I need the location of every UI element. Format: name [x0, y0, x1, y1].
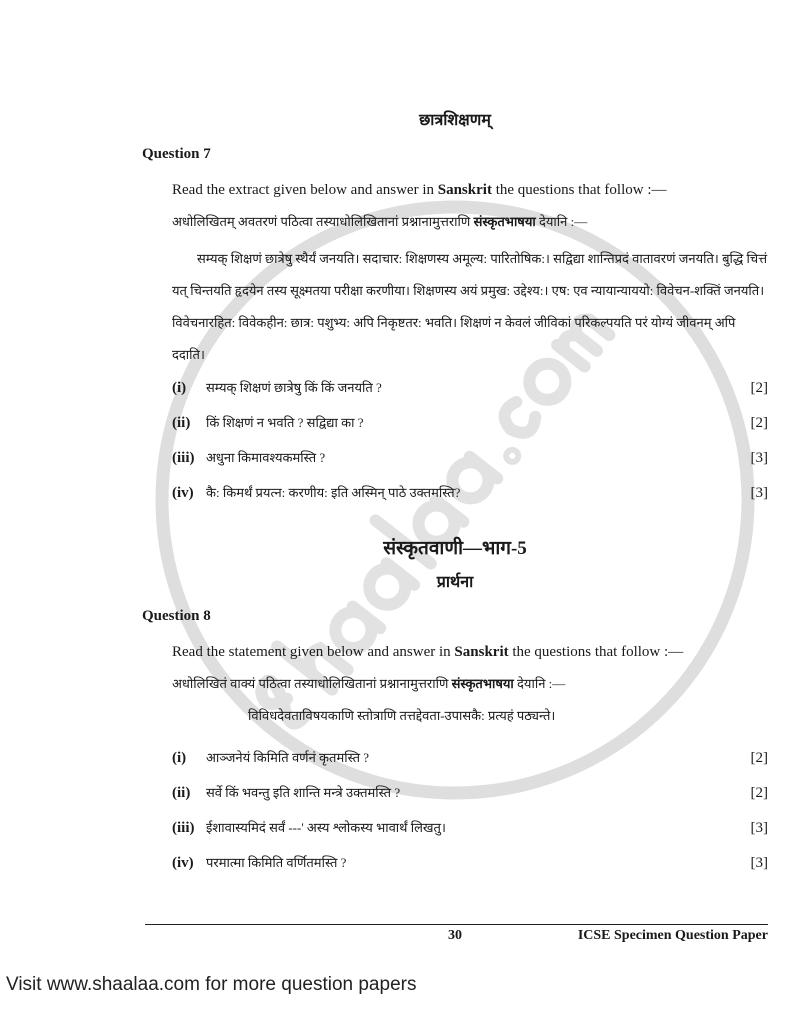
section-title: छात्रशिक्षणम् — [419, 112, 491, 129]
page-footer — [145, 924, 768, 950]
question-number: (ii) — [172, 415, 191, 431]
q7-marks: [3] — [750, 450, 768, 466]
question-text: अधुना किमावश्यकमस्ति ? — [206, 450, 326, 465]
instruction-text: देयानि :— — [535, 214, 588, 229]
paper-title: ICSE Specimen Question Paper — [577, 928, 768, 943]
q8-marks: [2] — [750, 750, 768, 766]
instruction-text: Read the extract given below and answer in — [172, 182, 438, 198]
visit-banner: Visit www.shaalaa.com for more question papers — [6, 974, 417, 995]
q7-question — [172, 447, 768, 469]
question-text: सर्वे किं भवन्तु इति शान्ति मन्त्रे उक्तमस्ति ? — [206, 785, 401, 800]
question-text: सम्यक् शिक्षणं छात्रेषु किं किं जनयति ? — [206, 380, 382, 395]
q7-passage — [172, 243, 768, 371]
q7-question — [172, 412, 768, 434]
q8-question — [172, 852, 768, 874]
instruction-text: the questions that follow :— — [508, 644, 684, 660]
q7-marks: [2] — [750, 415, 768, 431]
q7-instruction-en — [172, 179, 768, 201]
q8-instruction-en — [172, 641, 768, 663]
q7-passage-line: उद्देश्य:। एष: एव न्यायान्याययो: विवेचन-शक्तिं जनयति। विवेचनारहित: विवेकहीन: छात्र: पशुभ्य: अपि — [172, 283, 765, 330]
instruction-emphasis: संस्कृतभाषया — [451, 676, 514, 691]
question-text: आञ्जनेयं किमिति वर्णनं कृतमस्ति ? — [206, 750, 370, 765]
instruction-text: अधोलिखितम् अवतरणं पठित्वा तस्याधोलिखितानां प्रश्नानामुत्तराणि — [172, 214, 474, 229]
q8-question — [172, 782, 768, 804]
q7-instruction-sa — [172, 211, 768, 233]
q8-instruction-sa — [172, 673, 768, 695]
instruction-text: अधोलिखितं वाक्यं पठित्वा तस्याधोलिखितानां प्रश्नानामुत्तराणि — [172, 676, 452, 691]
q8-question — [172, 747, 768, 769]
question-number: (ii) — [172, 785, 191, 801]
q8-question — [172, 817, 768, 839]
q7-marks: [2] — [750, 380, 768, 396]
instruction-emphasis: संस्कृतभाषया — [473, 214, 536, 229]
instruction-emphasis: Sanskrit — [454, 644, 509, 660]
page-number: 30 — [448, 928, 462, 943]
question-number: (iv) — [172, 485, 194, 501]
q8-marks: [3] — [750, 855, 768, 871]
question-text: ईशावास्यमिदं सर्वं ---' अस्य श्लोकस्य भावार्थं लिखतु। — [206, 820, 446, 835]
q8-marks: [2] — [750, 785, 768, 801]
q7-passage-line: वातावरणं जनयति। बुद्धि चित्तं यत् चिन्तयति हृदयेन तस्य सूक्ष्मतया परीक्षा करणीया। शिक्षणस्य अयं प्रमुख: — [172, 251, 768, 298]
instruction-text: the questions that follow :— — [491, 182, 667, 198]
question-number: (i) — [172, 750, 187, 766]
q8-statement: विविधदेवताविषयकाणि स्तोत्राणि तत्तद्देवता-उपासकै: प्रत्यहं पठ्यन्ते। — [248, 708, 556, 723]
question-8-label: Question 8 — [142, 608, 211, 624]
question-text: परमात्मा किमिति वर्णितमस्ति ? — [206, 855, 347, 870]
q7-question — [172, 377, 768, 399]
instruction-emphasis: Sanskrit — [437, 182, 492, 198]
q7-passage-line: निकृष्टतर: भवति। शिक्षणं न केवलं जीविकां परिकल्पयति परं योग्यं जीवनम् अपि ददाति। — [172, 315, 736, 362]
q7-question — [172, 482, 768, 504]
q8-marks: [3] — [750, 820, 768, 836]
q7-passage-line: सम्यक् शिक्षणं छात्रेषु स्थैर्यं जनयति। सदाचार: शिक्षणस्य अमूल्य: पारितोषिक:। सद्विद्या शान्तिप्रदं — [197, 251, 629, 266]
q7-marks: [3] — [750, 485, 768, 501]
instruction-text: देयानि :— — [513, 676, 566, 691]
section-title: संस्कृतवाणी—भाग-5 — [383, 538, 527, 559]
instruction-text: Read the statement given below and answer in — [172, 644, 455, 660]
question-text: कै: किमर्थं प्रयत्न: करणीय: इति अस्मिन् पाठे उक्तमस्ति? — [206, 485, 461, 500]
question-number: (iii) — [172, 450, 195, 466]
question-7-label: Question 7 — [142, 146, 211, 162]
question-text: किं शिक्षणं न भवति ? सद्विद्या का ? — [206, 415, 364, 430]
question-number: (iv) — [172, 855, 194, 871]
section-subtitle: प्रार्थना — [436, 574, 474, 591]
question-number: (i) — [172, 380, 187, 396]
question-number: (iii) — [172, 820, 195, 836]
